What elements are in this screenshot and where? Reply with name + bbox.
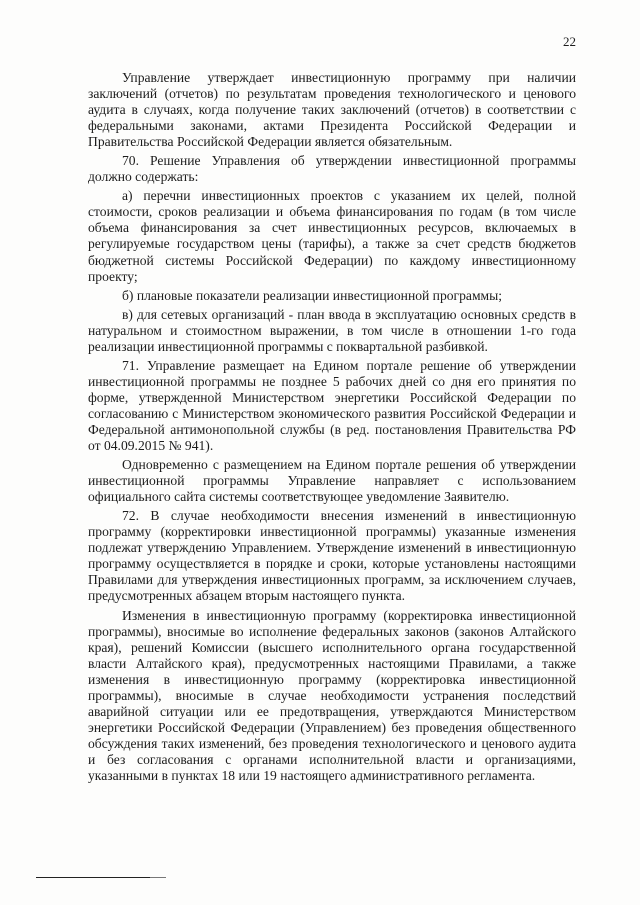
paragraph-item-71: 71. Управление размещает на Едином портале решение об утверждении инвестиционной программы не позднее 5 рабочих дней со дня его принятия по форме, утвержденной Министерством энергетики Российской Федерации по согласованию с Министерством экономического развития Российской Федерации и Федеральной антимонопольной службы (в ред. постановления Правительства РФ от 04.09.2015 № 941). [88,357,576,454]
document-body [88,70,576,787]
paragraph-item-72: 72. В случае необходимости внесения изменений в инвестиционную программу (корректировки инвестиционной программы) указанные изменения подлежат утверждению Управлением. Утверждение изменений в инвестиционную программу осуществляется в порядке и сроки, которые установлены настоящими Правилами для утверждения инвестиционных программ, за исключением случаев, предусмотренных абзацем вторым настоящего пункта. [88,508,576,604]
paragraph-approval-conditions: Управление утверждает инвестиционную программу при наличии заключений (отчетов) по результатам проведения технологического и ценового аудита в случаях, когда получение таких заключений (отчетов) в соответствии с федеральными законами, актами Президента Российской Федерации и Правительства Российской Федерации является обязательным. [88,70,576,150]
paragraph-item-70-b: б) плановые показатели реализации инвестиционной программы; [122,287,503,303]
paragraph-item-70: 70. Решение Управления об утверждении инвестиционной программы должно содержать: [88,153,576,185]
paragraph-item-71-notice: Одновременно с размещением на Едином портале решения об утверждении инвестиционной программы Управление направляет с использованием официального сайта системы соответствующее уведомление Заявителю. [88,457,576,505]
footnote-separator-tail [150,877,166,878]
paragraph-item-70-a: а) перечни инвестиционных проектов с указанием их целей, полной стоимости, сроков реализации и объема финансирования по годам (в том числе объема финансирования за счет инвестиционных ресурсов, включаемых в регулируемые государством цены (тарифы), а также за счет средств бюджетов бюджетной системы Российской Федерации) по каждому инвестиционному проекту; [88,188,576,284]
paragraph-item-72-changes: Изменения в инвестиционную программу (корректировка инвестиционной программы), вносимые во исполнение федеральных законов (законов Алтайского края), решений Комиссии (высшего исполнительного органа государственной власти Алтайского края), предусмотренных настоящими Правилами, а также изменения в инвестиционную программу (корректировка инвестиционной программы), вносимые в случае необходимости устранения последствий аварийной ситуации или ее предотвращения, утверждаются Министерством энергетики Российской Федерации (Управлением) без проведения общественного обсуждения таких изменений, без проведения технологического и ценового аудита и без согласования с органами исполнительной власти и организациями, указанными в пунктах 18 или 19 настоящего административного регламента. [88,607,576,783]
paragraph-item-70-c: в) для сетевых организаций - план ввода в эксплуатацию основных средств в натуральном и стоимостном выражении, в том числе в отношении 1-го года реализации инвестиционной программы с поквартальной разбивкой. [88,306,576,354]
footnote-separator-line [36,877,164,878]
page-number: 22 [563,34,576,49]
